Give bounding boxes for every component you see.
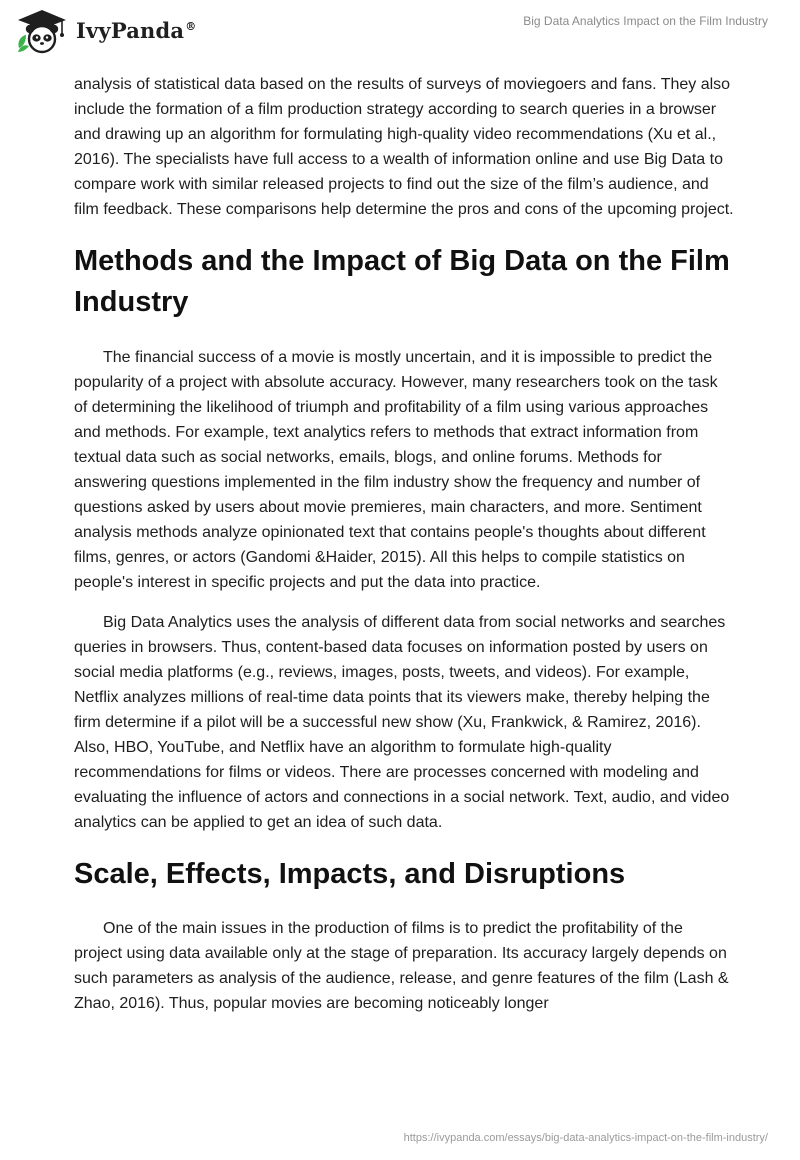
intro-paragraph: analysis of statistical data based on the results of surveys of moviegoers and fans. They also include the formation of a film production strategy according to search queries in a browser and drawing up an algorithm for formulating high-quality video recommendations (Xu et al., 2016). The specialists have full access to a wealth of information online and use Big Data to compare work with similar released projects to find out the size of the film’s audience, and film feedback. These comparisons help determine the pros and cons of the upcoming project. [74, 76, 734, 218]
methods-paragraph-2: Big Data Analytics uses the analysis of different data from social networks and searches queries in browsers. Thus, content-based data focuses on information posted by users on social media platforms (e.g., reviews, images, posts, tweets, and videos). For example, Netflix analyzes millions of real-time data points that its viewers make, thereby helping the firm determine if a pilot will be a successful new show (Xu, Frankwick, & Ramirez, 2016). Also, HBO, YouTube, and Netflix have an algorithm to formulate high-quality recommendations for films or videos. There are processes concerned with modeling and evaluating the influence of actors and connections in a social network. Text, audio, and video analytics can be applied to get an idea of such data. [74, 614, 730, 831]
document-title: Big Data Analytics Impact on the Film Industry [523, 14, 768, 28]
scale-paragraph-1: One of the main issues in the production of films is to predict the profitability of the project using data available only at the stage of preparation. Its accuracy largely depends on such parameters as analysis of the audience, release, and genre features of the film (Lash & Zhao, 2016). Thus, popular movies are becoming noticeably longer [74, 920, 729, 1012]
ivypanda-logo[interactable] [14, 8, 196, 54]
logo-name: IvyPanda [76, 17, 185, 43]
panda-graduate-icon [14, 8, 70, 54]
logo-registered-mark: ® [185, 19, 197, 33]
page-header [0, 0, 800, 62]
essay-content [74, 72, 734, 1016]
logo-wordmark [76, 18, 196, 43]
source-url[interactable]: https://ivypanda.com/essays/big-data-analytics-impact-on-the-film-industry/ [403, 1132, 768, 1144]
methods-paragraph-1: The financial success of a movie is mostly uncertain, and it is impossible to predict the popularity of a project with absolute accuracy. However, many researchers took on the task of determining the likelihood of triumph and profitability of a film using various approaches and methods. For example, text analytics refers to methods that extract information from textual data such as social networks, emails, blogs, and online forums. Methods for answering questions implemented in the film industry show the frequency and number of questions asked by users about movie premieres, main characters, and more. Sentiment analysis methods analyze opinionated text that contains people's thoughts about different films, genres, or actors (Gandomi &Haider, 2015). All this helps to compile statistics on people's interest in specific projects and put the data into practice. [74, 349, 718, 591]
section-heading-methods: Methods and the Impact of Big Data on the Film Industry [74, 245, 730, 318]
section-heading-scale: Scale, Effects, Impacts, and Disruptions [74, 858, 626, 890]
